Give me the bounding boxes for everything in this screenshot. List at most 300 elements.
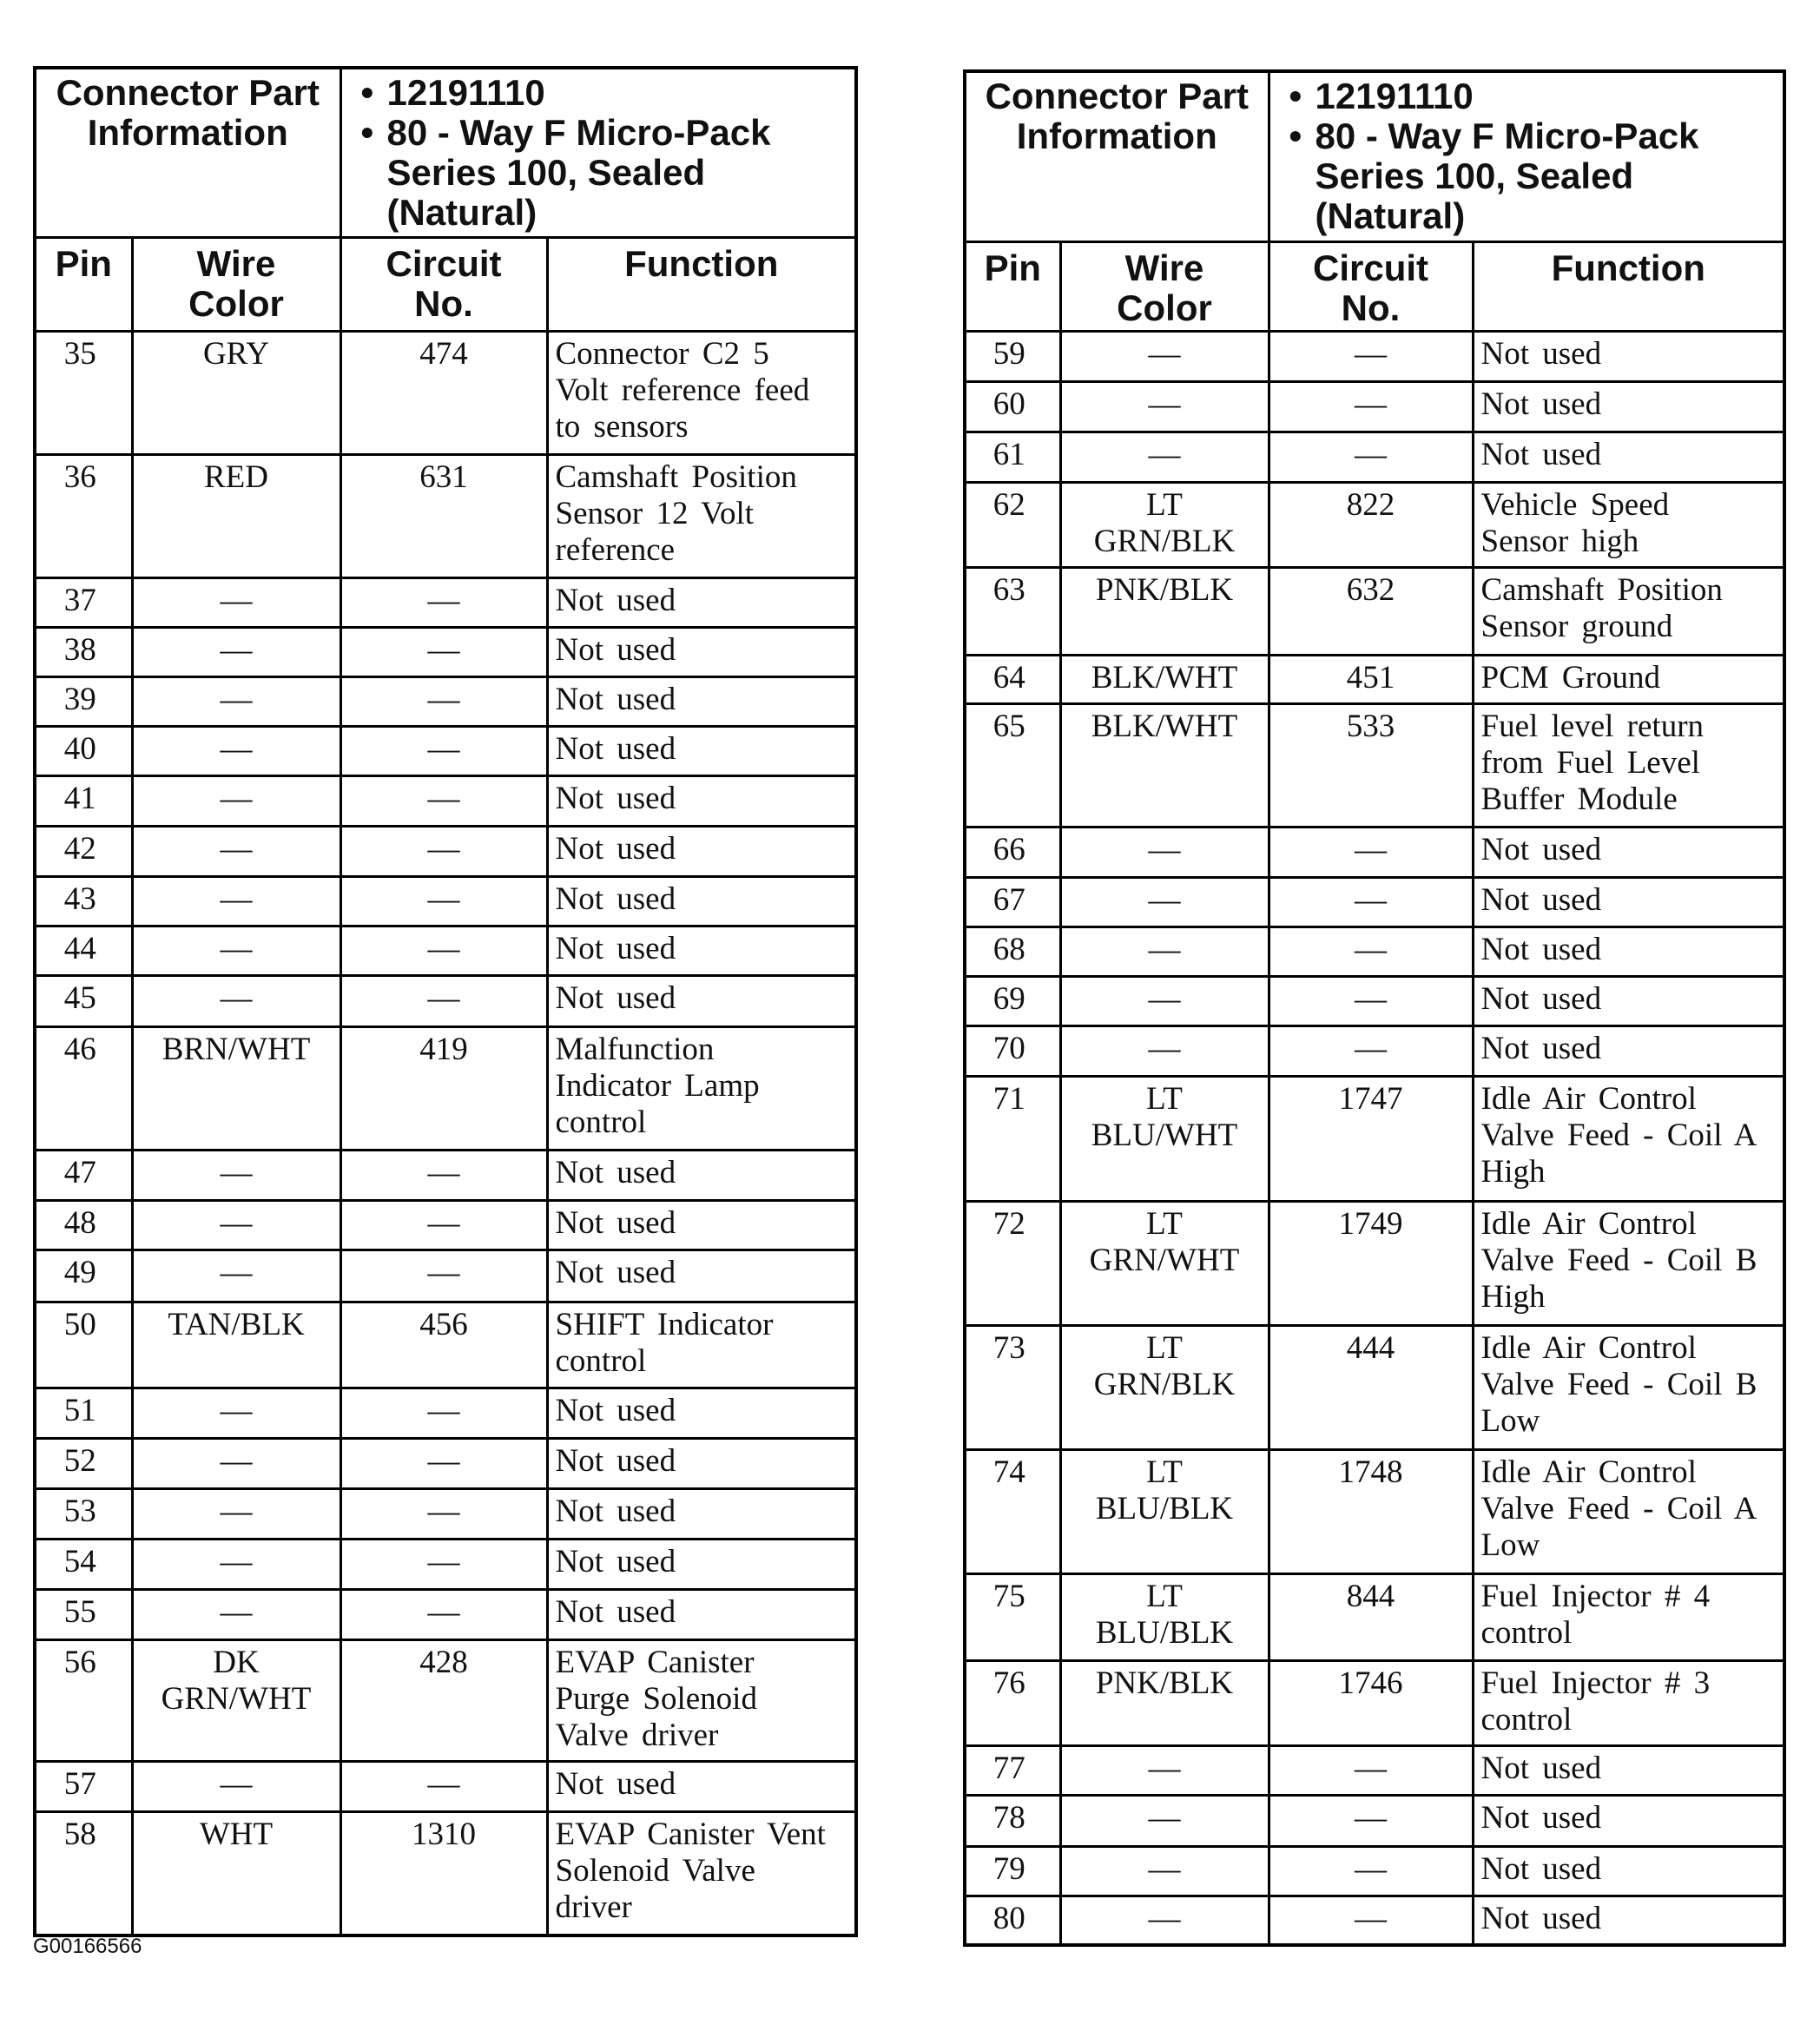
- pin-cell: 76: [965, 1660, 1060, 1745]
- wire-color-cell: [1060, 877, 1269, 926]
- circuit-number-cell: —: [1269, 877, 1473, 926]
- text-line: LT: [1146, 1329, 1183, 1366]
- function-cell: [547, 1388, 856, 1439]
- function-cell: [547, 1640, 856, 1762]
- text-line: Sensor high: [1480, 523, 1639, 559]
- circuit-number-cell: —: [1269, 1745, 1473, 1795]
- text-line: —: [1148, 831, 1181, 867]
- text-line: BLK/WHT: [1091, 659, 1238, 696]
- table-row: [35, 1250, 856, 1302]
- text-line: EVAP Canister: [555, 1645, 755, 1680]
- text-line: Buffer Module: [1480, 781, 1678, 817]
- wire-color-cell: [1060, 926, 1269, 976]
- text-line: BLU/BLK: [1095, 1614, 1234, 1651]
- text-line: Idle Air Control: [1480, 1205, 1697, 1242]
- function-cell: [547, 776, 856, 827]
- table-row: [35, 827, 856, 877]
- text-line: Not used: [555, 1205, 676, 1241]
- pin-cell: 47: [35, 1151, 132, 1201]
- text-line: Not used: [555, 1255, 676, 1290]
- pin-cell: 52: [35, 1439, 132, 1489]
- table-row: [965, 1076, 1784, 1201]
- pin-cell: 49: [35, 1250, 132, 1302]
- wire-color-cell: [132, 776, 340, 827]
- circuit-number-cell: 844: [1269, 1573, 1473, 1660]
- wire-color-cell: [132, 1250, 340, 1302]
- wire-color-cell: [132, 1151, 340, 1201]
- text-line: High: [1480, 1153, 1546, 1190]
- text-line: Vehicle Speed: [1480, 486, 1670, 523]
- text-line: —: [220, 632, 253, 668]
- wire-color-cell: [1060, 1025, 1269, 1076]
- part-info-item: • 80 - Way F Micro-Pack Series 100, Sealed (Natural): [387, 113, 847, 233]
- text-line: GRY: [202, 336, 270, 372]
- connector-info-row: [965, 71, 1784, 241]
- circuit-number-cell: 533: [1269, 703, 1473, 827]
- pin-cell: 67: [965, 877, 1060, 926]
- table-row: [35, 1489, 856, 1540]
- table-row: [965, 703, 1784, 827]
- text-line: —: [220, 1494, 253, 1529]
- function-cell: [547, 1439, 856, 1489]
- text-line: SHIFT Indicator: [555, 1307, 774, 1342]
- text-line: —: [1148, 1750, 1181, 1786]
- text-line: Not used: [1480, 980, 1602, 1017]
- text-line: Idle Air Control: [1480, 1454, 1697, 1490]
- text-line: Solenoid Valve: [555, 1853, 755, 1889]
- text-line: Indicator Lamp: [555, 1068, 760, 1104]
- circuit-number-cell: —: [340, 976, 547, 1027]
- circuit-number-cell: 451: [1269, 655, 1473, 703]
- text-line: —: [220, 1393, 253, 1428]
- wire-color-cell: [1060, 655, 1269, 703]
- text-line: Not used: [555, 1766, 676, 1802]
- pin-cell: 39: [35, 677, 132, 727]
- connector-part-info: [1269, 71, 1784, 241]
- wire-color-cell: [132, 877, 340, 926]
- wire-color-cell: [1060, 381, 1269, 432]
- table-row: [965, 926, 1784, 976]
- text-line: Low: [1480, 1527, 1540, 1563]
- circuit-number-cell: —: [340, 776, 547, 827]
- text-line: Camshaft Position: [1480, 571, 1723, 608]
- text-line: Camshaft Position: [555, 459, 797, 495]
- pin-cell: 43: [35, 877, 132, 926]
- wire-color-cell: [132, 1590, 340, 1640]
- circuit-number-cell: —: [340, 1388, 547, 1439]
- function-cell: [547, 578, 856, 628]
- text-line: Fuel level return: [1480, 708, 1705, 744]
- text-line: LT: [1146, 1205, 1183, 1242]
- wire-color-cell: [132, 578, 340, 628]
- circuit-number-cell: 1310: [340, 1812, 547, 1935]
- table-row: [965, 1896, 1784, 1945]
- wire-color-cell: [1060, 1896, 1269, 1945]
- circuit-number-cell: —: [340, 578, 547, 628]
- text-line: —: [220, 1443, 253, 1479]
- text-line: Sensor 12 Volt: [555, 496, 755, 531]
- function-cell: [547, 1540, 856, 1590]
- wire-color-cell: [1060, 827, 1269, 877]
- function-cell: [547, 877, 856, 926]
- text-line: TAN/BLK: [168, 1307, 305, 1342]
- text-line: from Fuel Level: [1480, 744, 1700, 781]
- text-line: High: [1480, 1278, 1546, 1315]
- pin-cell: 78: [965, 1795, 1060, 1846]
- wire-color-cell: [1060, 1795, 1269, 1846]
- wire-color-cell: [132, 1439, 340, 1489]
- function-cell: [1473, 432, 1784, 482]
- text-line: —: [220, 1766, 253, 1802]
- circuit-number-cell: 632: [1269, 567, 1473, 655]
- wire-color-cell: [1060, 1745, 1269, 1795]
- pin-cell: 57: [35, 1762, 132, 1812]
- table-row: [965, 655, 1784, 703]
- wire-color-cell: [1060, 1449, 1269, 1573]
- circuit-number-cell: —: [340, 1540, 547, 1590]
- text-line: —: [220, 931, 253, 966]
- circuit-number-cell: —: [1269, 1795, 1473, 1846]
- text-line: GRN/WHT: [1089, 1242, 1240, 1278]
- pin-cell: 41: [35, 776, 132, 827]
- function-cell: [1473, 976, 1784, 1025]
- table-row: [35, 1640, 856, 1762]
- circuit-number-cell: —: [340, 628, 547, 677]
- function-cell: [547, 628, 856, 677]
- table-row: [35, 1762, 856, 1812]
- wire-color-cell: [1060, 1660, 1269, 1745]
- pin-cell: 74: [965, 1449, 1060, 1573]
- text-line: —: [220, 731, 253, 767]
- circuit-number-cell: —: [1269, 331, 1473, 381]
- pin-cell: 70: [965, 1025, 1060, 1076]
- column-header-row: [965, 241, 1784, 331]
- column-header-line: Function: [1551, 247, 1705, 288]
- text-line: GRN/BLK: [1093, 523, 1236, 559]
- pin-cell: 63: [965, 567, 1060, 655]
- table-row: [35, 1302, 856, 1388]
- pin-cell: 48: [35, 1201, 132, 1250]
- text-line: Not used: [555, 1443, 676, 1479]
- function-cell: [1473, 331, 1784, 381]
- function-cell: [1473, 926, 1784, 976]
- function-cell: [1473, 877, 1784, 926]
- table-row: [35, 776, 856, 827]
- text-line: —: [220, 1594, 253, 1630]
- pin-cell: 79: [965, 1846, 1060, 1896]
- circuit-number-cell: —: [1269, 1896, 1473, 1945]
- function-cell: [547, 1151, 856, 1201]
- text-line: LT: [1146, 1080, 1183, 1117]
- table-row: [35, 1812, 856, 1935]
- text-line: Connector C2 5: [555, 336, 769, 372]
- table-row: [965, 1745, 1784, 1795]
- pin-cell: 65: [965, 703, 1060, 827]
- table-row: [35, 1151, 856, 1201]
- function-cell: [547, 1302, 856, 1388]
- column-header-line: Wire: [196, 243, 276, 284]
- pin-cell: 35: [35, 332, 132, 455]
- pin-cell: 55: [35, 1590, 132, 1640]
- text-line: DK: [213, 1645, 260, 1680]
- function-cell: [547, 1812, 856, 1935]
- circuit-number-cell: —: [340, 727, 547, 776]
- text-line: EVAP Canister Vent: [555, 1817, 826, 1852]
- text-line: Malfunction: [555, 1032, 715, 1067]
- pin-cell: 73: [965, 1325, 1060, 1449]
- function-cell: [547, 1201, 856, 1250]
- wire-color-cell: [1060, 976, 1269, 1025]
- text-line: —: [220, 980, 253, 1016]
- circuit-number-cell: —: [340, 677, 547, 727]
- figure-id: G00166566: [33, 1935, 142, 1958]
- text-line: Purge Solenoid: [555, 1681, 757, 1717]
- table-row: [35, 677, 856, 727]
- text-line: —: [220, 1155, 253, 1190]
- text-line: Low: [1480, 1402, 1540, 1439]
- function-cell: [1473, 1025, 1784, 1076]
- text-line: —: [220, 583, 253, 618]
- wire-color-cell: [132, 628, 340, 677]
- pin-cell: 61: [965, 432, 1060, 482]
- part-info-item: • 80 - Way F Micro-Pack Series 100, Sealed (Natural): [1316, 116, 1775, 236]
- text-line: RED: [204, 459, 268, 495]
- column-header-line: Circuit: [386, 243, 502, 284]
- column-header-line: Pin: [984, 247, 1041, 288]
- text-line: to sensors: [555, 409, 689, 445]
- text-line: —: [220, 831, 253, 867]
- text-line: PCM Ground: [1480, 659, 1660, 696]
- circuit-number-cell: —: [340, 1201, 547, 1250]
- table-row: [965, 1573, 1784, 1660]
- function-cell: [1473, 1660, 1784, 1745]
- table-row: [965, 976, 1784, 1025]
- wire-color-cell: [132, 1201, 340, 1250]
- column-header-line: Color: [188, 283, 284, 324]
- connector-part-label: [35, 68, 340, 238]
- text-line: Not used: [1480, 1799, 1602, 1836]
- column-header-circuit-no: [340, 238, 547, 332]
- text-line: Not used: [555, 881, 676, 917]
- function-cell: [547, 677, 856, 727]
- text-line: Not used: [1480, 1750, 1602, 1786]
- column-header-function: [1473, 241, 1784, 331]
- wire-color-cell: [1060, 1846, 1269, 1896]
- connector-table-left: [33, 66, 858, 1937]
- table-row: [965, 432, 1784, 482]
- circuit-number-cell: 419: [340, 1027, 547, 1151]
- text-line: control: [1480, 1701, 1573, 1738]
- table-row: [35, 926, 856, 976]
- function-cell: [1473, 1201, 1784, 1325]
- pin-cell: 37: [35, 578, 132, 628]
- text-line: Valve driver: [555, 1718, 719, 1753]
- text-line: BLU/BLK: [1095, 1490, 1234, 1527]
- text-line: Idle Air Control: [1480, 1080, 1697, 1117]
- pin-cell: 36: [35, 455, 132, 578]
- table-row: [965, 827, 1784, 877]
- function-cell: [1473, 1076, 1784, 1201]
- text-line: Not used: [555, 682, 676, 717]
- function-cell: [547, 827, 856, 877]
- circuit-number-cell: —: [1269, 381, 1473, 432]
- part-info-item: • 12191110: [387, 73, 847, 113]
- circuit-number-cell: —: [340, 827, 547, 877]
- table-row: [965, 1449, 1784, 1573]
- circuit-number-cell: 1749: [1269, 1201, 1473, 1325]
- wire-color-cell: [1060, 432, 1269, 482]
- column-header-function: [547, 238, 856, 332]
- text-line: Volt reference feed: [555, 373, 810, 408]
- text-line: Not used: [555, 781, 676, 816]
- text-line: control: [555, 1105, 647, 1140]
- pin-cell: 38: [35, 628, 132, 677]
- wire-color-cell: [1060, 1325, 1269, 1449]
- wire-color-cell: [1060, 331, 1269, 381]
- circuit-number-cell: 1746: [1269, 1660, 1473, 1745]
- text-line: Not used: [1480, 1850, 1602, 1887]
- text-line: —: [1148, 1900, 1181, 1936]
- wire-color-cell: [132, 1640, 340, 1762]
- function-cell: [1473, 1795, 1784, 1846]
- function-cell: [547, 926, 856, 976]
- text-line: Not used: [1480, 881, 1602, 918]
- text-line: Fuel Injector # 3: [1480, 1665, 1711, 1701]
- circuit-number-cell: 1747: [1269, 1076, 1473, 1201]
- function-cell: [547, 455, 856, 578]
- function-cell: [1473, 1449, 1784, 1573]
- text-line: —: [220, 1544, 253, 1579]
- function-cell: [547, 727, 856, 776]
- text-line: Not used: [555, 632, 676, 668]
- table-row: [35, 1201, 856, 1250]
- text-line: —: [1148, 386, 1181, 422]
- table-row: [35, 727, 856, 776]
- column-header-circuit-no: [1269, 241, 1473, 331]
- pin-cell: 62: [965, 482, 1060, 567]
- text-line: LT: [1146, 1578, 1183, 1614]
- text-line: Not used: [1480, 1900, 1602, 1936]
- function-cell: [547, 1027, 856, 1151]
- pin-cell: 69: [965, 976, 1060, 1025]
- wire-color-cell: [132, 1489, 340, 1540]
- text-line: Not used: [555, 1494, 676, 1529]
- text-line: Not used: [555, 731, 676, 767]
- wire-color-cell: [132, 1388, 340, 1439]
- text-line: Information: [87, 112, 288, 153]
- table-row: [35, 578, 856, 628]
- circuit-number-cell: —: [340, 1762, 547, 1812]
- column-header-pin: [965, 241, 1060, 331]
- wire-color-cell: [132, 332, 340, 455]
- function-cell: [1473, 1573, 1784, 1660]
- table-row: [965, 567, 1784, 655]
- text-line: LT: [1146, 486, 1183, 523]
- wire-color-cell: [1060, 1076, 1269, 1201]
- text-line: —: [220, 682, 253, 717]
- wire-color-cell: [132, 1540, 340, 1590]
- text-line: BLK/WHT: [1091, 708, 1238, 744]
- circuit-number-cell: —: [340, 926, 547, 976]
- text-line: GRN/BLK: [1093, 1366, 1236, 1402]
- function-cell: [1473, 1325, 1784, 1449]
- circuit-number-cell: 444: [1269, 1325, 1473, 1449]
- text-line: Not used: [1480, 335, 1602, 372]
- pin-cell: 45: [35, 976, 132, 1027]
- text-line: reference: [555, 532, 676, 568]
- connector-table-right: [963, 69, 1786, 1947]
- pin-cell: 72: [965, 1201, 1060, 1325]
- circuit-number-cell: 631: [340, 455, 547, 578]
- function-cell: [547, 1250, 856, 1302]
- function-cell: [547, 976, 856, 1027]
- function-cell: [1473, 1745, 1784, 1795]
- wire-color-cell: [132, 827, 340, 877]
- pin-cell: 75: [965, 1573, 1060, 1660]
- wire-color-cell: [132, 677, 340, 727]
- table-row: [965, 1325, 1784, 1449]
- circuit-number-cell: —: [340, 1151, 547, 1201]
- text-line: Not used: [555, 980, 676, 1016]
- pin-cell: 54: [35, 1540, 132, 1590]
- pin-cell: 51: [35, 1388, 132, 1439]
- circuit-number-cell: 1748: [1269, 1449, 1473, 1573]
- pin-cell: 66: [965, 827, 1060, 877]
- wire-color-cell: [132, 1302, 340, 1388]
- pin-cell: 77: [965, 1745, 1060, 1795]
- text-line: LT: [1146, 1454, 1183, 1490]
- column-header-pin: [35, 238, 132, 332]
- text-line: Not used: [555, 1544, 676, 1579]
- pin-cell: 71: [965, 1076, 1060, 1201]
- text-line: Connector Part: [56, 72, 320, 113]
- wire-color-cell: [1060, 1201, 1269, 1325]
- table-row: [965, 331, 1784, 381]
- wire-color-cell: [1060, 703, 1269, 827]
- wire-color-cell: [132, 926, 340, 976]
- column-header-line: Color: [1117, 287, 1212, 328]
- function-cell: [1473, 482, 1784, 567]
- wire-color-cell: [1060, 482, 1269, 567]
- function-cell: [547, 1590, 856, 1640]
- table-row: [965, 877, 1784, 926]
- text-line: Not used: [555, 1393, 676, 1428]
- table-row: [35, 1439, 856, 1489]
- text-line: PNK/BLK: [1095, 1665, 1234, 1701]
- function-cell: [1473, 655, 1784, 703]
- column-header-line: No.: [1341, 287, 1401, 328]
- text-line: Idle Air Control: [1480, 1329, 1697, 1366]
- text-line: GRN/WHT: [161, 1681, 312, 1717]
- text-line: —: [1148, 1030, 1181, 1066]
- function-cell: [1473, 567, 1784, 655]
- text-line: control: [1480, 1614, 1573, 1651]
- table-row: [35, 976, 856, 1027]
- wire-color-cell: [132, 1812, 340, 1935]
- column-header-line: Wire: [1124, 247, 1204, 288]
- column-header-wire-color: [1060, 241, 1269, 331]
- circuit-number-cell: —: [340, 1439, 547, 1489]
- text-line: PNK/BLK: [1095, 571, 1234, 608]
- text-line: Valve Feed - Coil A: [1480, 1490, 1757, 1527]
- circuit-number-cell: —: [340, 1489, 547, 1540]
- circuit-number-cell: 428: [340, 1640, 547, 1762]
- function-cell: [1473, 1846, 1784, 1896]
- wire-color-cell: [132, 1762, 340, 1812]
- pin-cell: 58: [35, 1812, 132, 1935]
- circuit-number-cell: —: [340, 1590, 547, 1640]
- table-row: [35, 1590, 856, 1640]
